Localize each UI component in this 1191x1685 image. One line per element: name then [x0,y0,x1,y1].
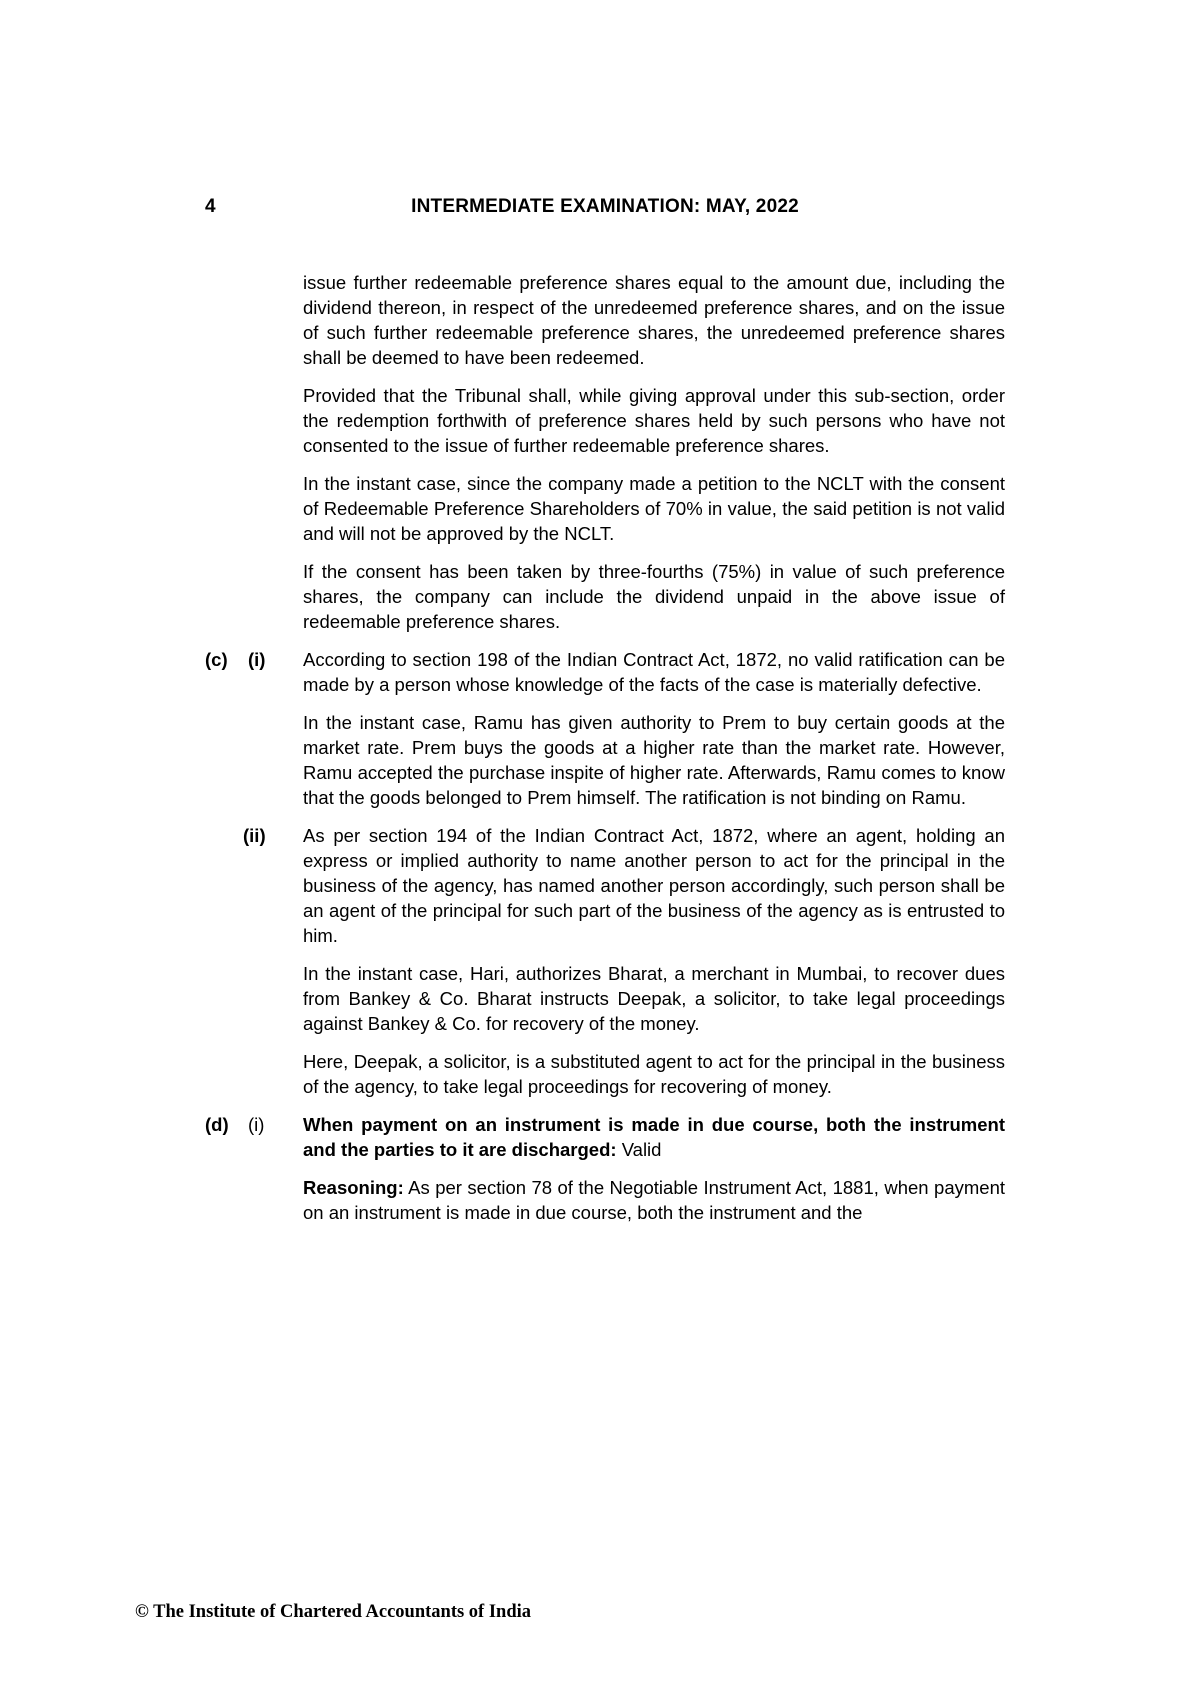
answer-item-c-i [205,647,1005,697]
page-number: 4 [205,196,216,217]
item-label-d-i: (i) [248,1114,265,1135]
paragraph-issue-further-shares: issue further redeemable preference shares equal to the amount due, including the dividend thereon, in respect of the unredeemed preference shares, and on the issue of such further redeemable preference shares, the unredeemed preference shares shall be deemed to have been redeemed. [303,272,1005,368]
page-header [205,194,1005,222]
statement-bold-text: When payment on an instrument is made in due course, both the instrument and the parties to it are discharged: [303,1114,1005,1160]
page-title: INTERMEDIATE EXAMINATION: MAY, 2022 [411,196,799,217]
reasoning-text: As per section 78 of the Negotiable Instrument Act, 1881, when payment on an instrument is made in due course, both the instrument and the [303,1177,1005,1223]
paragraph-consent-three-fourths: If the consent has been taken by three-fourths (75%) in value of such preference shares, the company can include the dividend unpaid in the above issue of redeemable preference shares. [303,561,1005,632]
copyright-text: © The Institute of Chartered Accountants of India [135,1602,532,1622]
answer-item-d-i [205,1112,1005,1162]
paragraph-hari-bharat: In the instant case, Hari, authorizes Bharat, a merchant in Mumbai, to recover dues from Bankey & Co. Bharat instructs Deepak, a solicitor, to take legal proceedings against Bankey & Co. for recovery of the money. [303,963,1005,1034]
paragraph-section-198: According to section 198 of the Indian Contract Act, 1872, no valid ratification can be made by a person whose knowledge of the facts of the case is materially defective. [303,649,1005,695]
item-label-d: (d) [205,1114,229,1135]
paragraph-provided-tribunal: Provided that the Tribunal shall, while giving approval under this sub-section, order the redemption forthwith of preference shares held by such persons who have not consented to the issue of further redeemable preference shares. [303,385,1005,456]
statement-answer: Valid [621,1139,662,1160]
document-body [205,270,1005,1238]
answer-item-c-ii [243,823,1005,948]
paragraph-section-194: As per section 194 of the Indian Contract Act, 1872, where an agent, holding an express or implied authority to name another person to act for the principal in the business of the agency, has named another person accordingly, such person shall be an agent of the principal for such part of the business of the agency as is entrusted to him. [303,825,1005,946]
paragraph-d-statement [303,1112,1005,1162]
paragraph-instant-case-nclt: In the instant case, since the company made a petition to the NCLT with the consent of Redeemable Preference Shareholders of 70% in value, the said petition is not valid and will not be approved by the NCLT. [303,473,1005,544]
item-label-c-i: (i) [248,649,266,670]
item-label-c-ii: (ii) [243,825,266,846]
item-label-c: (c) [205,649,228,670]
paragraph-ramu-prem: In the instant case, Ramu has given authority to Prem to buy certain goods at the market rate. Prem buys the goods at a higher rate than the market rate. However, Ramu accepted the purchase inspite of higher rate. Afterwards, Ramu comes to know that the goods belonged to Prem himself. The ratification is not binding on Ramu. [303,712,1005,808]
copyright-footer [135,1602,531,1623]
reasoning-label: Reasoning: [303,1177,404,1198]
paragraph-deepak-substituted-agent: Here, Deepak, a solicitor, is a substituted agent to act for the principal in the business of the agency, to take legal proceedings for recovering of money. [303,1051,1005,1097]
paragraph-reasoning [303,1175,1005,1225]
